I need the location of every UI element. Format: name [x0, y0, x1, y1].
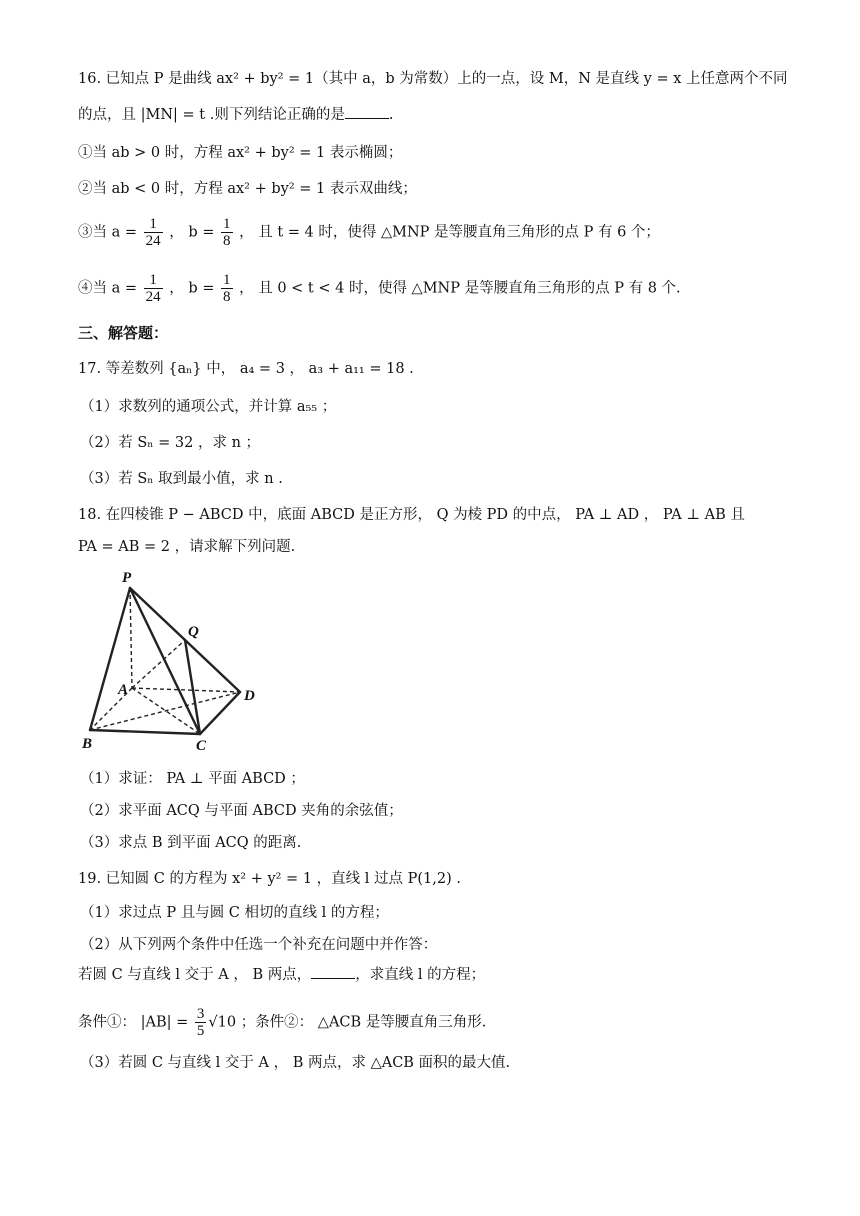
q19-part3: （3）若圆 C 与直线 l 交于 A ， B 两点，求 △ACB 面积的最大值.	[80, 1055, 511, 1071]
q19-stem: 19. 已知圆 C 的方程为 x² + y² = 1 ，直线 l 过点 P(1,2) .	[78, 871, 461, 887]
q16-option3-post: ， 且 t = 4 时，使得 △MNP 是等腰直角三角形的点 P 有 6 个；	[239, 224, 660, 241]
q19-part2: （2）从下列两个条件中任选一个补充在问题中并作答：	[80, 937, 438, 953]
q16-option1: ①当 ab > 0 时，方程 ax² + by² = 1 表示椭圆；	[78, 145, 403, 161]
q16-line2-text: 的点，且 |MN| = t .则下列结论正确的是	[78, 107, 345, 123]
fraction-b	[221, 216, 233, 249]
q18-part3: （3）求点 B 到平面 ACQ 的距离.	[80, 835, 302, 851]
fraction-numerator: 3	[196, 1006, 205, 1022]
edge-AD	[132, 688, 240, 692]
q16-option2: ②当 ab < 0 时，方程 ax² + by² = 1 表示双曲线；	[78, 181, 417, 197]
q16-option4-pre: ④当 a =	[78, 280, 138, 297]
fraction-numerator: 1	[223, 272, 231, 288]
q16-option4	[78, 272, 681, 305]
fraction-a	[144, 272, 163, 305]
q17-part1: （1）求数列的通项公式，并计算 a₅₅ ；	[80, 399, 337, 415]
section-heading: 三、解答题：	[78, 324, 169, 342]
fraction-b	[221, 272, 233, 305]
vertex-label-B: B	[82, 736, 93, 750]
vertex-label-A: A	[118, 682, 129, 698]
fraction-numerator: 1	[144, 216, 163, 233]
q19-part2-pre: 若圆 C 与直线 l 交于 A ， B 两点，	[78, 967, 312, 983]
vertex-label-P: P	[122, 570, 132, 586]
q17-stem: 17. 等差数列 {aₙ} 中， a₄ = 3 ， a₃ + a₁₁ = 18 .	[78, 361, 414, 377]
fraction-denominator: 24	[145, 233, 161, 249]
vertex-label-Q: Q	[188, 624, 199, 640]
q19-conditions	[78, 1006, 486, 1039]
pyramid-figure	[82, 570, 272, 750]
fraction-numerator: 1	[144, 272, 163, 289]
fraction-3-5	[195, 1006, 207, 1039]
q17-part3: （3）若 Sₙ 取到最小值，求 n .	[80, 471, 283, 487]
q18-line1: 18. 在四棱锥 P − ABCD 中，底面 ABCD 是正方形， Q 为棱 PD 的中点， PA ⊥ AD ， PA ⊥ AB 且	[78, 507, 745, 523]
q17-part2: （2）若 Sₙ = 32 ，求 n ；	[80, 435, 261, 451]
fraction-a	[144, 216, 163, 249]
q18-part1: （1）求证： PA ⊥ 平面 ABCD ；	[80, 771, 305, 787]
q16-line2-end: .	[388, 107, 394, 123]
q16-option3-mid: ， b =	[169, 224, 215, 241]
answer-blank	[311, 964, 355, 979]
fraction-denominator: 24	[145, 289, 161, 305]
q19-part2-question	[78, 964, 485, 986]
q16-option3-pre: ③当 a =	[78, 224, 138, 241]
q19-cond-pre: 条件①： |AB| =	[78, 1014, 189, 1031]
edge-BD	[90, 692, 240, 730]
answer-blank	[345, 104, 389, 119]
q19-part2-post: ，求直线 l 的方程；	[355, 967, 486, 983]
fraction-denominator: 8	[223, 289, 231, 305]
sqrt-10: √10	[208, 1014, 237, 1031]
q16-option3	[78, 216, 660, 249]
q18-part2: （2）求平面 ACQ 与平面 ABCD 夹角的余弦值；	[80, 803, 403, 819]
q19-part1: （1）求过点 P 且与圆 C 相切的直线 l 的方程；	[80, 905, 389, 921]
edge-BC	[90, 730, 200, 734]
q19-cond-post: ；条件②： △ACB 是等腰直角三角形.	[240, 1014, 487, 1031]
vertex-label-D: D	[244, 688, 255, 704]
vertex-label-C: C	[196, 738, 207, 750]
q16-option4-post: ， 且 0 < t < 4 时，使得 △MNP 是等腰直角三角形的点 P 有 8 个.	[239, 280, 681, 297]
edge-PA	[130, 588, 132, 688]
edge-CD	[200, 692, 240, 734]
edge-PB	[90, 588, 130, 730]
fraction-numerator: 1	[223, 216, 231, 232]
pyramid-diagram	[82, 570, 272, 750]
q18-line2: PA = AB = 2 ，请求解下列问题.	[78, 539, 296, 555]
q16-option4-mid: ， b =	[169, 280, 215, 297]
q16-line2	[78, 104, 393, 126]
q16-line1: 16. 已知点 P 是曲线 ax² + by² = 1（其中 a，b 为常数）上的一点，设 M，N 是直线 y = x 上任意两个不同	[78, 71, 788, 87]
fraction-denominator: 5	[196, 1023, 205, 1039]
fraction-denominator: 8	[223, 233, 231, 249]
